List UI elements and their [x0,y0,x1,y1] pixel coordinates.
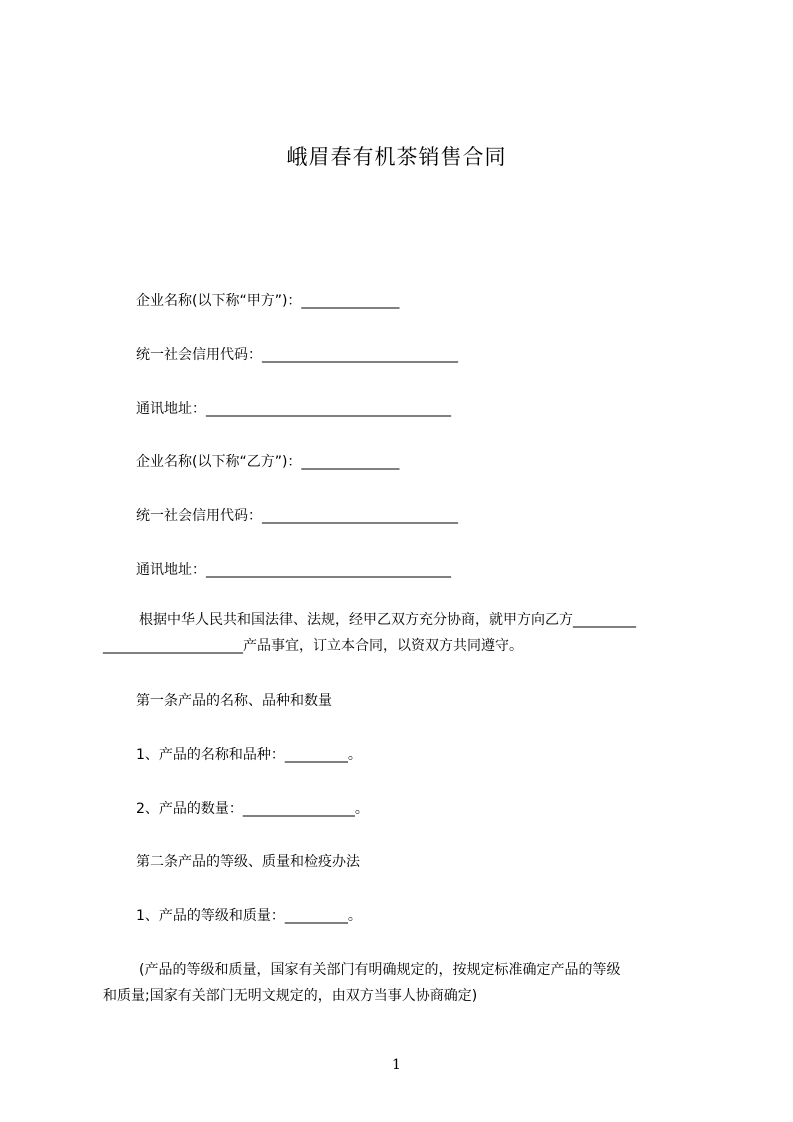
article-2-heading: 第二条产品的等级、质量和检疫办法 [136,854,360,870]
party-a-address-line: 通讯地址：___________________________________ [136,401,451,417]
party-a-name-line: 企业名称(以下称“甲方”)：______________ [136,293,400,309]
preamble-paragraph [103,607,703,659]
party-b-name-line: 企业名称(以下称“乙方”)：______________ [136,454,400,470]
preamble-line-2: ____________________产品事宜，订立本合同，以资双方共同遵守。 [103,638,523,654]
party-b-credit-code-line: 统一社会信用代码：____________________________ [136,508,458,524]
party-a-credit-code-line: 统一社会信用代码：____________________________ [136,347,458,363]
article-1-item-2: 2、产品的数量：________________。 [136,801,369,817]
article-2-item-1: 1、产品的等级和质量：_________。 [136,908,362,924]
preamble-line-1: 根据中华人民共和国法律、法规，经甲乙双方充分协商，就甲方向乙方_________ [139,612,636,628]
page-number: 1 [392,1057,401,1073]
article-1-item-1: 1、产品的名称和品种：_________。 [136,747,362,763]
article-2-note-line-2: 和质量;国家有关部门无明文规定的，由双方当事人协商确定) [103,988,478,1004]
article-2-note-line-1: (产品的等级和质量，国家有关部门有明确规定的，按规定标准确定产品的等级 [139,962,621,978]
article-2-note-paragraph [103,957,703,1009]
article-1-heading: 第一条产品的名称、品种和数量 [136,693,332,709]
party-b-address-line: 通讯地址：___________________________________ [136,562,451,578]
page-title: 峨眉春有机茶销售合同 [286,145,507,169]
